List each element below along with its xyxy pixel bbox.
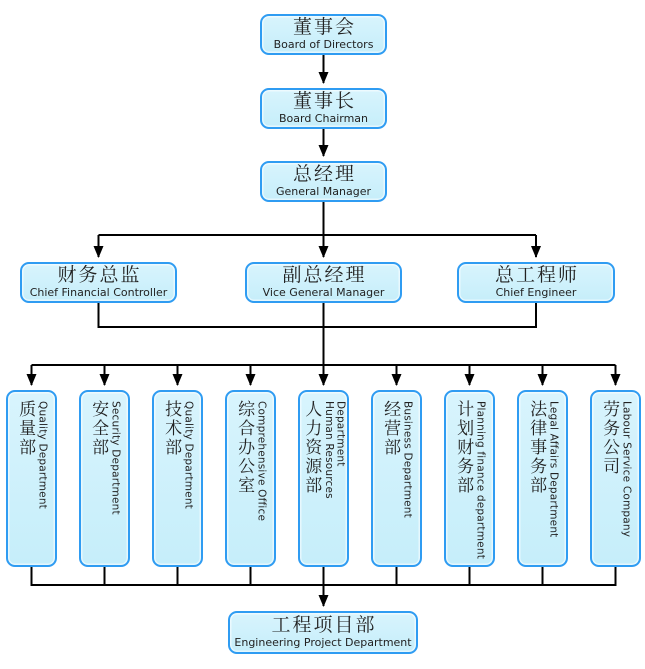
node-zh-label: 总经理 — [292, 163, 356, 186]
dept-zh-label: 安全部 — [88, 400, 109, 457]
dept-en-label: Quality Department — [36, 401, 49, 509]
node-en-label: Engineering Project Department — [234, 636, 412, 650]
dept-box-labour-service — [590, 390, 641, 567]
node-zh-label: 财务总监 — [57, 264, 142, 287]
node-zh-label: 总工程师 — [494, 264, 579, 287]
dept-zh-label: 质量部 — [15, 400, 36, 457]
dept-zh-label: 综合办公室 — [234, 400, 255, 495]
dept-en-label: Business Department — [401, 401, 414, 518]
dept-en-label: Security Department — [109, 401, 122, 515]
dept-box-legal-affairs — [517, 390, 568, 567]
dept-box-quality — [6, 390, 57, 567]
node-general-manager — [260, 161, 387, 202]
dept-box-comprehensive-office — [225, 390, 276, 567]
node-board-of-directors — [260, 14, 387, 55]
dept-zh-label: 技术部 — [161, 400, 182, 457]
dept-zh-label: 法律事务部 — [526, 400, 547, 495]
dept-box-security — [79, 390, 130, 567]
dept-zh-label: 经营部 — [380, 400, 401, 457]
node-en-label: Chief Financial Controller — [29, 286, 168, 300]
dept-zh-label: 劳务公司 — [599, 400, 620, 476]
dept-box-technology — [152, 390, 203, 567]
dept-en-label: Labour Service Company — [620, 401, 633, 538]
node-en-label: Vice General Manager — [262, 286, 385, 300]
dept-en-label: Planning finance department — [474, 401, 487, 560]
dept-zh-label: 人力资源部 — [301, 400, 322, 495]
node-board-chairman — [260, 88, 387, 129]
dept-en-label: Quality Department — [182, 401, 195, 509]
dept-en-label: Legal Affairs Department — [547, 401, 560, 538]
node-en-label: Chief Engineer — [495, 286, 577, 300]
node-en-label: General Manager — [275, 185, 372, 199]
node-vice-general-manager — [245, 262, 402, 303]
dept-box-planning-finance — [444, 390, 495, 567]
node-zh-label: 副总经理 — [282, 264, 367, 287]
node-zh-label: 工程项目部 — [271, 614, 377, 637]
dept-box-human-resources — [298, 390, 349, 567]
node-en-label: Board of Directors — [273, 38, 374, 52]
dept-en-label: Comprehensive Office — [255, 401, 268, 522]
node-zh-label: 董事长 — [292, 90, 356, 113]
node-zh-label: 董事会 — [292, 16, 356, 39]
dept-zh-label: 计划财务部 — [453, 400, 474, 495]
node-chief-financial-controller — [20, 262, 177, 303]
node-chief-engineer — [457, 262, 615, 303]
node-engineering-project-department — [228, 611, 418, 654]
dept-box-business — [371, 390, 422, 567]
node-en-label: Board Chairman — [278, 112, 369, 126]
dept-en-label: Human Resources Department — [322, 401, 347, 499]
